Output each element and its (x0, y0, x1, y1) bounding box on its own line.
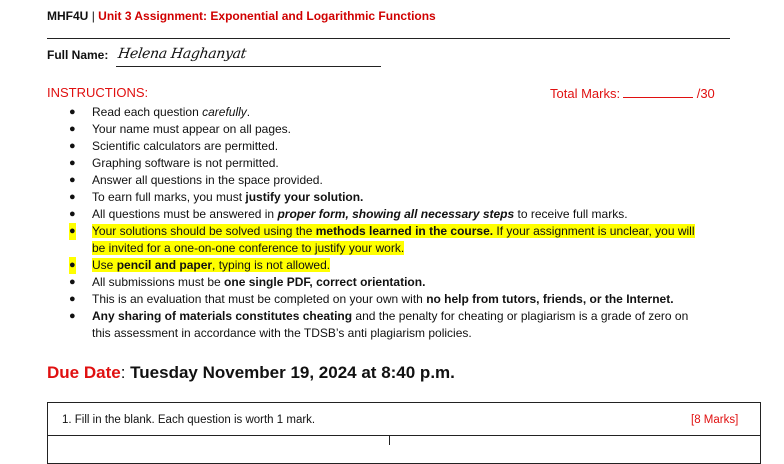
bullet-icon: ● (69, 140, 76, 152)
instruction-text-part: All submissions must be (92, 275, 225, 289)
instruction-item (65, 240, 745, 257)
instruction-item (65, 291, 745, 308)
instruction-item (65, 274, 745, 291)
bullet-icon: ● (69, 106, 76, 118)
assignment-title: Unit 3 Assignment: Exponential and Logarithmic Functions (98, 9, 436, 23)
bullet-icon: ● (69, 174, 76, 186)
name-underline (116, 66, 381, 67)
instruction-text-part: All questions must be answered in (92, 207, 278, 221)
instruction-text-part: , typing is not allowed. (212, 258, 331, 272)
question-1-marks: [8 Marks] (691, 414, 739, 426)
instruction-item (65, 257, 745, 274)
instruction-text-part: justify your solution. (245, 190, 364, 204)
question-box (47, 402, 761, 464)
instruction-text-part: Read each question (92, 105, 203, 119)
instruction-text-part: This is an evaluation that must be completed on your own with (92, 292, 427, 306)
bullet-icon: ● (69, 157, 76, 169)
instruction-text-part: Graphing software is not permitted. (92, 156, 279, 170)
bullet-icon: ● (69, 123, 76, 135)
instruction-text-part: to receive full marks. (514, 207, 628, 221)
instruction-text-part: Your name must appear on all pages. (92, 122, 292, 136)
bullet-icon: ● (69, 310, 76, 322)
bullet-icon: ● (69, 276, 76, 288)
instruction-text-part: Scientific calculators are permitted. (92, 139, 279, 153)
question-box-divider (389, 435, 390, 445)
total-marks-blank (623, 85, 693, 98)
instruction-text-part: this assessment in accordance with the TDSB’s anti plagiarism policies. (92, 326, 472, 340)
total-marks-out-of: /30 (696, 86, 715, 101)
instruction-text-part: no help from tutors, friends, or the Internet. (426, 292, 674, 306)
instruction-text (92, 275, 425, 289)
handwritten-name: Helena Haghanyat (116, 46, 248, 62)
instruction-text-part: . (246, 105, 251, 119)
instruction-text-part: be invited for a one-on-one conference to justify your work. (92, 241, 405, 255)
total-marks (550, 85, 715, 101)
instruction-text (92, 207, 628, 221)
instructions-list (65, 104, 745, 342)
bullet-icon: ● (69, 208, 76, 220)
instruction-item (65, 325, 745, 342)
instruction-text (92, 173, 323, 187)
due-date (47, 363, 455, 383)
instruction-text-part: To earn full marks, you must (92, 190, 246, 204)
instruction-text (92, 122, 291, 136)
header-separator: | (91, 9, 95, 23)
instruction-item (65, 121, 745, 138)
instruction-text-part: one single PDF, correct orientation. (224, 275, 426, 289)
instruction-item (65, 189, 745, 206)
instruction-text (92, 224, 695, 238)
instruction-text-part: methods learned in the course. (315, 224, 494, 238)
instruction-text-part: pencil and paper (116, 258, 213, 272)
bullet-icon: ● (69, 257, 76, 274)
instruction-text (92, 190, 363, 204)
bullet-icon: ● (69, 191, 76, 203)
instruction-item (65, 223, 745, 240)
bullet-icon: ● (69, 293, 76, 305)
instruction-text-part: carefully (202, 105, 247, 119)
total-marks-label: Total Marks: (550, 86, 621, 101)
instruction-text (92, 156, 279, 170)
due-date-label: Due Date (47, 363, 121, 382)
instruction-item (65, 206, 745, 223)
instruction-text-part: Any sharing of materials constitutes cheating (92, 309, 353, 323)
due-date-value: Tuesday November 19, 2024 at 8:40 p.m. (130, 363, 455, 382)
instruction-text-part: Answer all questions in the space provided. (92, 173, 323, 187)
question-box-rule (47, 435, 761, 436)
instruction-item (65, 138, 745, 155)
instruction-text (92, 326, 472, 340)
bullet-icon: ● (69, 223, 76, 240)
instruction-item (65, 172, 745, 189)
instruction-text-part: Use (92, 258, 117, 272)
due-date-colon: : (120, 363, 126, 382)
instruction-item (65, 155, 745, 172)
instruction-text (92, 139, 278, 153)
header-rule (47, 38, 730, 39)
course-code: MHF4U (47, 9, 89, 23)
instruction-text (92, 309, 688, 323)
instruction-text-part: proper form, showing all necessary steps (277, 207, 515, 221)
instruction-text-part: and the penalty for cheating or plagiarism is a grade of zero on (352, 309, 689, 323)
instruction-text (92, 241, 404, 255)
instruction-text (92, 258, 330, 272)
question-1-prompt: 1. Fill in the blank. Each question is worth 1 mark. (62, 414, 316, 426)
instructions-heading: INSTRUCTIONS: (47, 85, 149, 100)
instruction-text (92, 292, 674, 306)
instruction-text-part: Your solutions should be solved using the (92, 224, 316, 238)
document-header (47, 9, 436, 23)
instruction-text (92, 105, 250, 119)
instruction-text-part: If your assignment is unclear, you will (493, 224, 695, 238)
instruction-item (65, 104, 745, 121)
instruction-item (65, 308, 745, 325)
full-name-label: Full Name: (47, 48, 109, 62)
